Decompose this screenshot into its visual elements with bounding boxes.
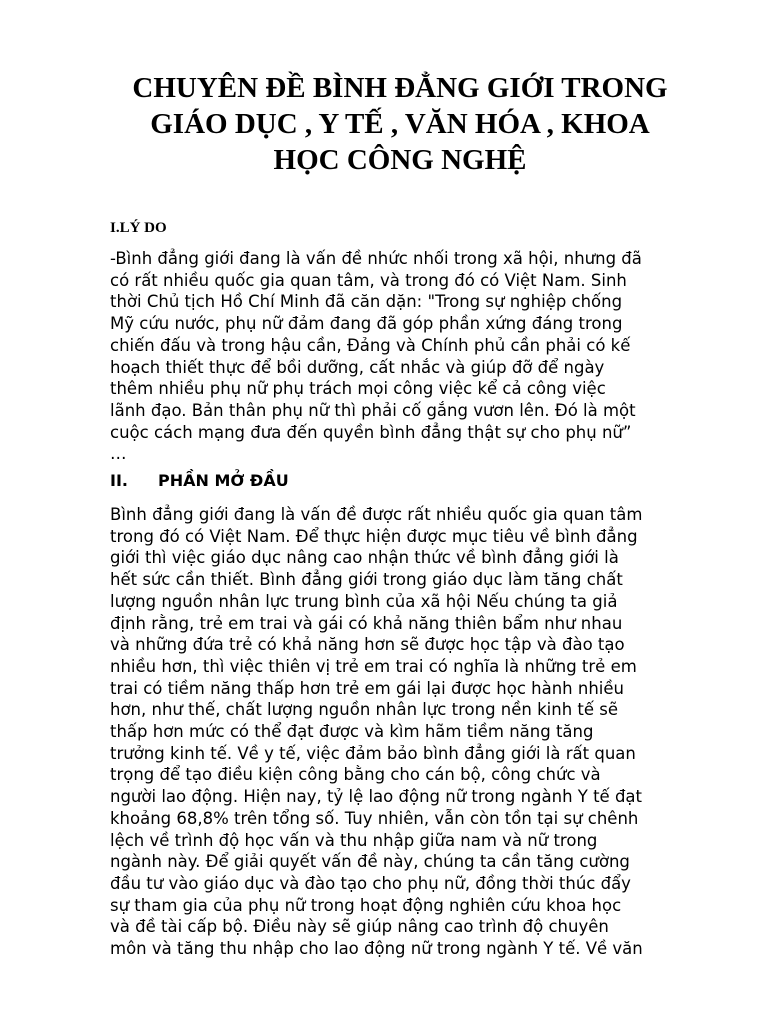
text-line: và đề tài cấp bộ. Điều này sẽ giúp nâng cao trình độ chuyên bbox=[110, 917, 609, 937]
text-line: có rất nhiều quốc gia quan tâm, và trong đó có Việt Nam. Sinh bbox=[110, 270, 627, 290]
text-line: và những đứa trẻ có khả năng hơn sẽ được học tập và đào tạo bbox=[110, 635, 625, 655]
text-line: … bbox=[110, 444, 127, 464]
text-line: trưởng kinh tế. Về y tế, việc đảm bảo bình đẳng giới là rất quan bbox=[110, 743, 636, 763]
text-line: Bình đẳng giới đang là vấn đề được rất nhiều quốc gia quan tâm bbox=[110, 505, 643, 524]
text-line: thấp hơn mức có thể đạt được và kìm hãm tiềm năng tăng bbox=[110, 722, 594, 742]
section-2-paragraph bbox=[110, 504, 710, 960]
title-line: HỌC CÔNG NGHỆ bbox=[273, 144, 527, 176]
text-line: đầu tư vào giáo dục và đào tạo cho phụ nữ, đồng thời thúc đẩy bbox=[110, 873, 631, 893]
text-line: môn và tăng thu nhập cho lao động nữ trong ngành Y tế. Về văn bbox=[110, 939, 643, 959]
document-title bbox=[100, 70, 700, 178]
text-line: khoảng 68,8% trên tổng số. Tuy nhiên, vẫn còn tồn tại sự chênh bbox=[110, 808, 639, 828]
text-line: sự tham gia của phụ nữ trong hoạt động nghiên cứu khoa học bbox=[110, 895, 622, 915]
title-line: GIÁO DỤC , Y TẾ , VĂN HÓA , KHOA bbox=[150, 108, 650, 140]
text-line: lệch về trình độ học vấn và thu nhập giữa nam và nữ trong bbox=[110, 830, 598, 850]
text-line: trọng để tạo điều kiện công bằng cho cán bộ, công chức và bbox=[110, 765, 601, 785]
text-line: Mỹ cứu nước, phụ nữ đảm đang đã góp phần xứng đáng trong bbox=[110, 314, 623, 334]
text-line: lượng nguồn nhân lực trung bình của xã hội Nếu chúng ta giả bbox=[110, 591, 618, 611]
text-line: giới thì việc giáo dục nâng cao nhận thức về bình đẳng giới là bbox=[110, 548, 619, 568]
text-line: -Bình đẳng giới đang là vấn đề nhức nhối trong xã hội, nhưng đã bbox=[110, 249, 642, 268]
text-line: cuộc cách mạng đưa đến quyền bình đẳng thật sự cho phụ nữ” bbox=[110, 422, 632, 442]
text-line: hết sức cần thiết. Bình đẳng giới trong giáo dục làm tăng chất bbox=[110, 570, 623, 590]
text-line: chiến đấu và trong hậu cần, Đảng và Chính phủ cần phải có kế bbox=[110, 335, 631, 355]
text-line: trong đó có Việt Nam. Để thực hiện được mục tiêu về bình đẳng bbox=[110, 526, 638, 546]
text-line: trai có tiềm năng thấp hơn trẻ em gái lại được học hành nhiều bbox=[110, 678, 624, 698]
text-line: thời Chủ tịch Hồ Chí Minh đã căn dặn: "Trong sự nghiệp chống bbox=[110, 292, 623, 312]
text-line: lãnh đạo. Bản thân phụ nữ thì phải cố gắng vươn lên. Đó là một bbox=[110, 400, 636, 420]
title-line: CHUYÊN ĐỀ BÌNH ĐẲNG GIỚI TRONG bbox=[132, 72, 668, 104]
text-line: định rằng, trẻ em trai và gái có khả năng thiên bẩm như nhau bbox=[110, 613, 623, 633]
text-line: người lao động. Hiện nay, tỷ lệ lao động nữ trong ngành Y tế đạt bbox=[110, 787, 643, 807]
section-heading-phan-mo-dau bbox=[110, 470, 289, 492]
text-line: hơn, như thế, chất lượng nguồn nhân lực trong nền kinh tế sẽ bbox=[110, 700, 619, 720]
section-heading-ly-do: I.LÝ DO bbox=[110, 220, 167, 236]
text-line: hoạch thiết thực để bồi dưỡng, cất nhắc và giúp đỡ để ngày bbox=[110, 357, 605, 377]
section-1-paragraph bbox=[110, 248, 710, 465]
text-line: nhiều hơn, thì việc thiên vị trẻ em trai có nghĩa là những trẻ em bbox=[110, 656, 637, 676]
section-number: II. bbox=[110, 471, 128, 490]
section-title: PHẦN MỞ ĐẦU bbox=[158, 471, 289, 490]
text-line: thêm nhiều phụ nữ phụ trách mọi công việc kể cả công việc bbox=[110, 379, 606, 399]
text-line: ngành này. Để giải quyết vấn đề này, chúng ta cần tăng cường bbox=[110, 852, 630, 872]
